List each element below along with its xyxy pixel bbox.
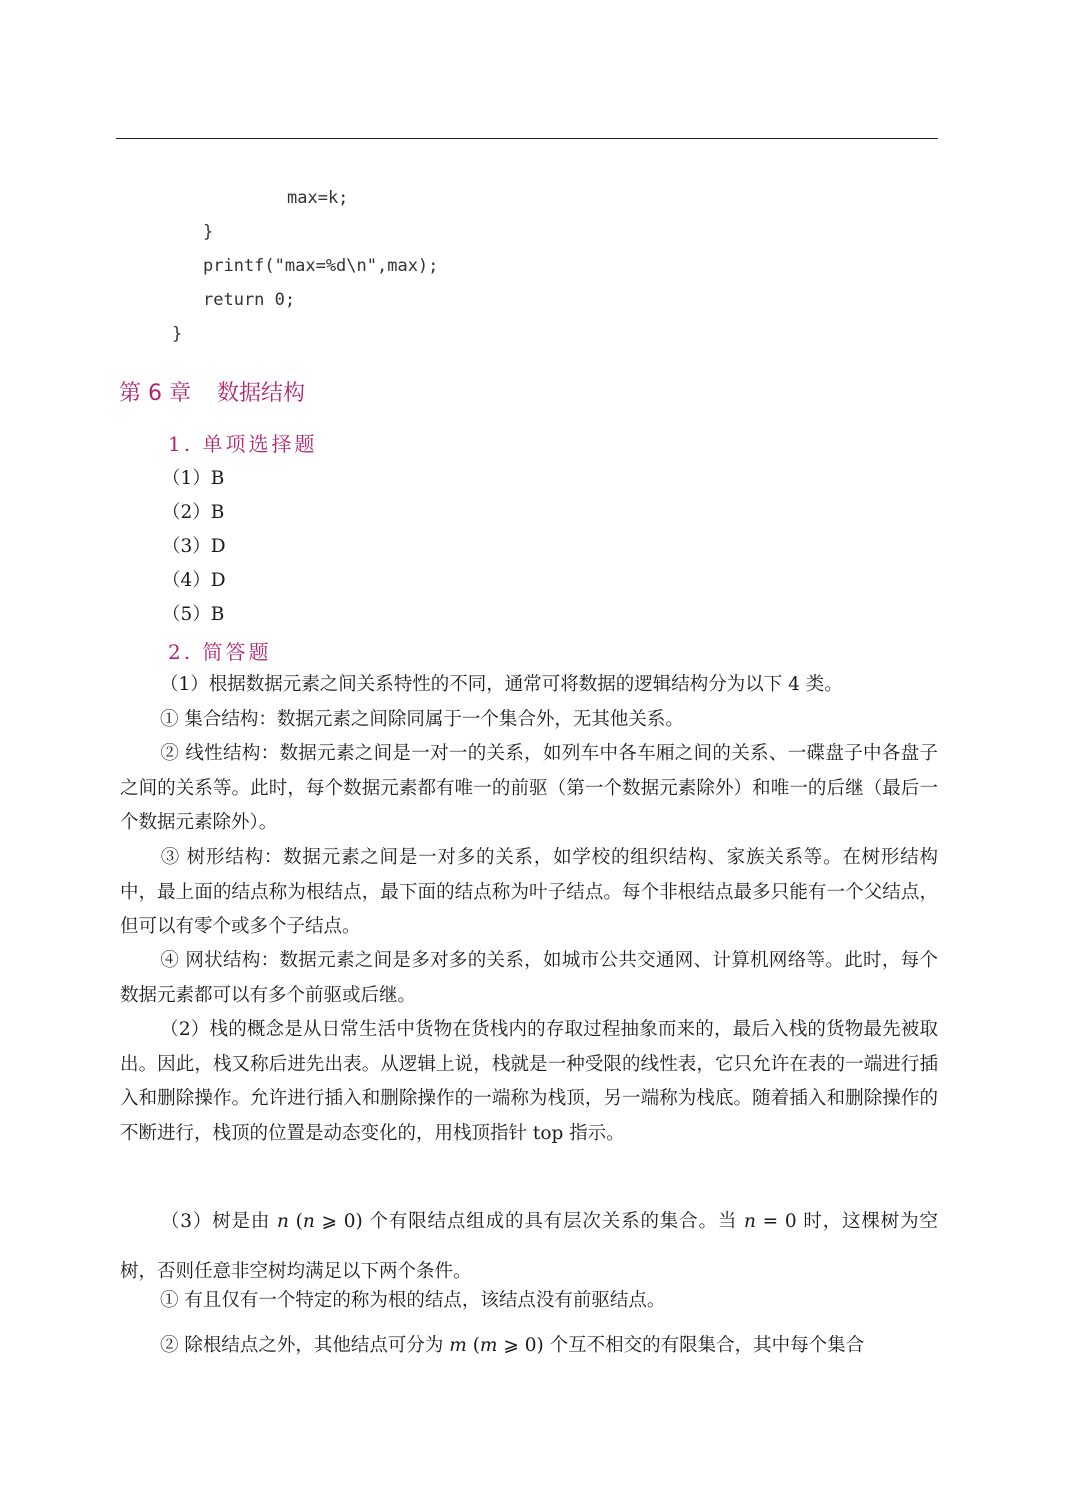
answer-item: （4）D <box>162 570 226 591</box>
paragraph: ④ 网状结构：数据元素之间是多对多的关系，如城市公共交通网、计算机网络等。此时，每个数据元素都可以有多个前驱或后继。 <box>120 950 938 1006</box>
section-heading-choice: 1. 单项选择题 <box>168 432 318 456</box>
answer-item: （2）B <box>162 502 225 523</box>
answer-item: （5）B <box>162 604 225 625</box>
code-line: } <box>172 324 183 344</box>
paragraph: （2）栈的概念是从日常生活中货物在货栈内的存取过程抽象而来的，最后入栈的货物最先被取出。因此，栈又称后进先出表。从逻辑上说，栈就是一种受限的线性表，它只允许在表的一端进行插入和删除操作。允许进行插入和删除操作的一端称为栈顶，另一端称为栈底。随着插入和删除操作的不断进行，栈顶的位置是动态变化的，用栈顶指针 top 指示。 <box>120 1019 938 1144</box>
code-line: max=k; <box>287 188 349 208</box>
chapter-title: 数据结构 <box>216 381 305 406</box>
chapter-number: 第 6 章 <box>119 381 191 406</box>
chapter-heading <box>119 376 305 407</box>
header-rule <box>116 138 938 139</box>
code-line: } <box>203 222 214 242</box>
answer-item: （3）D <box>162 536 226 557</box>
answer-item: （1）B <box>162 468 225 489</box>
paragraph: （3）树是由 n (n ⩾ 0) 个有限结点组成的具有层次关系的集合。当 n = 0 时，这棵树为空树，否则任意非空树均满足以下两个条件。 <box>120 1211 938 1282</box>
code-line: printf("max=%d\n",max); <box>203 256 439 276</box>
paragraph: ② 除根结点之外，其他结点可分为 m (m ⩾ 0) 个互不相交的有限集合，其中每个集合 <box>160 1335 865 1356</box>
paragraph: ① 集合结构：数据元素之间除同属于一个集合外，无其他关系。 <box>160 709 684 730</box>
section-heading-short-answer: 2. 简答题 <box>168 640 272 664</box>
paragraph: （1）根据数据元素之间关系特性的不同，通常可将数据的逻辑结构分为以下 4 类。 <box>160 674 843 695</box>
paragraph: ③ 树形结构：数据元素之间是一对多的关系，如学校的组织结构、家族关系等。在树形结构中，最上面的结点称为根结点，最下面的结点称为叶子结点。每个非根结点最多只能有一个父结点，但可以有零个或多个子结点。 <box>120 847 938 937</box>
paragraph: ② 线性结构：数据元素之间是一对一的关系，如列车中各车厢之间的关系、一碟盘子中各盘子之间的关系等。此时，每个数据元素都有唯一的前驱（第一个数据元素除外）和唯一的后继（最后一个数据元素除外）。 <box>120 743 938 833</box>
paragraph: ① 有且仅有一个特定的称为根的结点，该结点没有前驱结点。 <box>160 1290 666 1311</box>
code-line: return 0; <box>203 290 296 310</box>
